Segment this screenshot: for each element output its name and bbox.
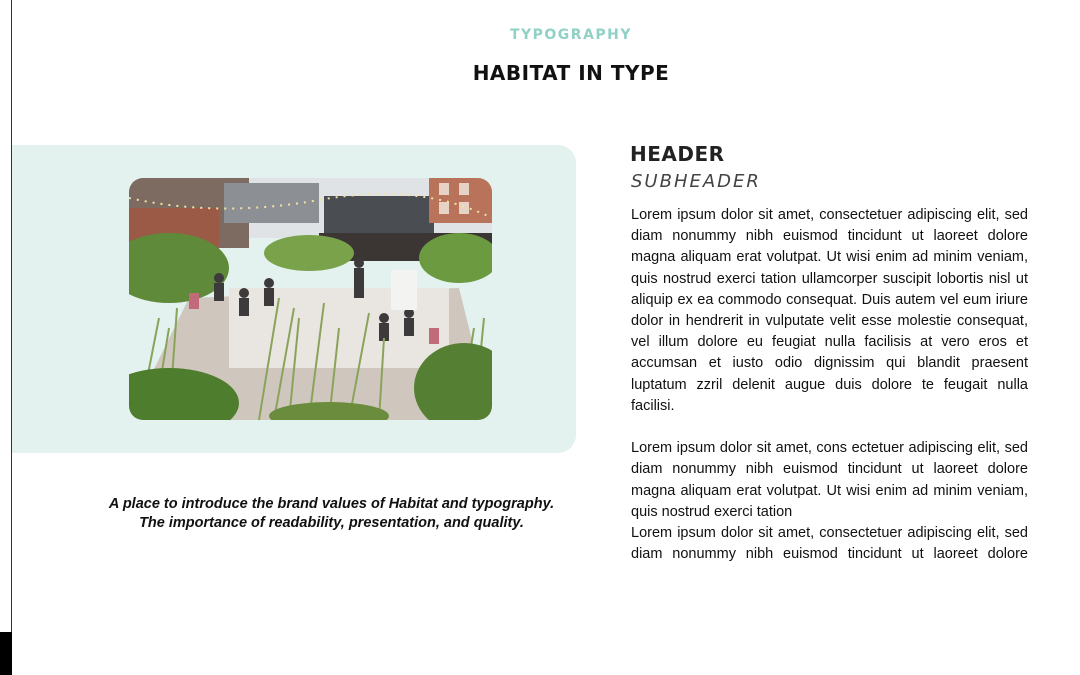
section-eyebrow: TYPOGRAPHY bbox=[509, 27, 633, 43]
left-edge-block bbox=[0, 632, 12, 675]
sample-header: HEADER bbox=[630, 142, 725, 166]
caption-line-2: The importance of readability, presentation, and quality. bbox=[139, 515, 524, 531]
caption-line-1: A place to introduce the brand values of Habitat and typography. bbox=[108, 496, 555, 512]
page-title: HABITAT IN TYPE bbox=[472, 61, 670, 85]
body-paragraph-1: Lorem ipsum dolor sit amet, consectetuer adipiscing elit, sed diam nonummy nibh euismod tincidunt ut laoreet dolore magna aliquam erat volutpat. Ut wisi enim ad minim veniam, quis nostrud exerci tation ullamcorper suscipit lobortis nisl ut aliquip ex ea commodo consequat. Duis autem vel eum iriure dolor in hendrerit in vulputate velit esse molestie consequat, vel illum dolore eu feugiat nulla facilisis at vero eros et accumsan et iusto odio dignissim qui blandit praesent luptatum zzril delenit augue duis dolore te feugait nulla facilisi. bbox=[631, 207, 1028, 414]
photo-illustration bbox=[129, 178, 492, 420]
body-paragraph-2: Lorem ipsum dolor sit amet, cons ectetuer adipiscing elit, sed diam nonummy nibh euismod tincidunt ut laoreet dolore magna aliquam erat volutpat. Ut wisi enim ad minim veniam, quis nostrud exerci tation bbox=[631, 440, 1028, 520]
sample-subheader: SUBHEADER bbox=[631, 171, 761, 192]
body-paragraph-3: Lorem ipsum dolor sit amet, consectetuer adipiscing elit, sed diam nonummy nibh euismod tincidunt ut laoreet dolore bbox=[631, 525, 1028, 563]
brand-caption bbox=[100, 495, 563, 533]
body-copy bbox=[631, 205, 1028, 565]
rooftop-garden-photo bbox=[129, 178, 492, 420]
